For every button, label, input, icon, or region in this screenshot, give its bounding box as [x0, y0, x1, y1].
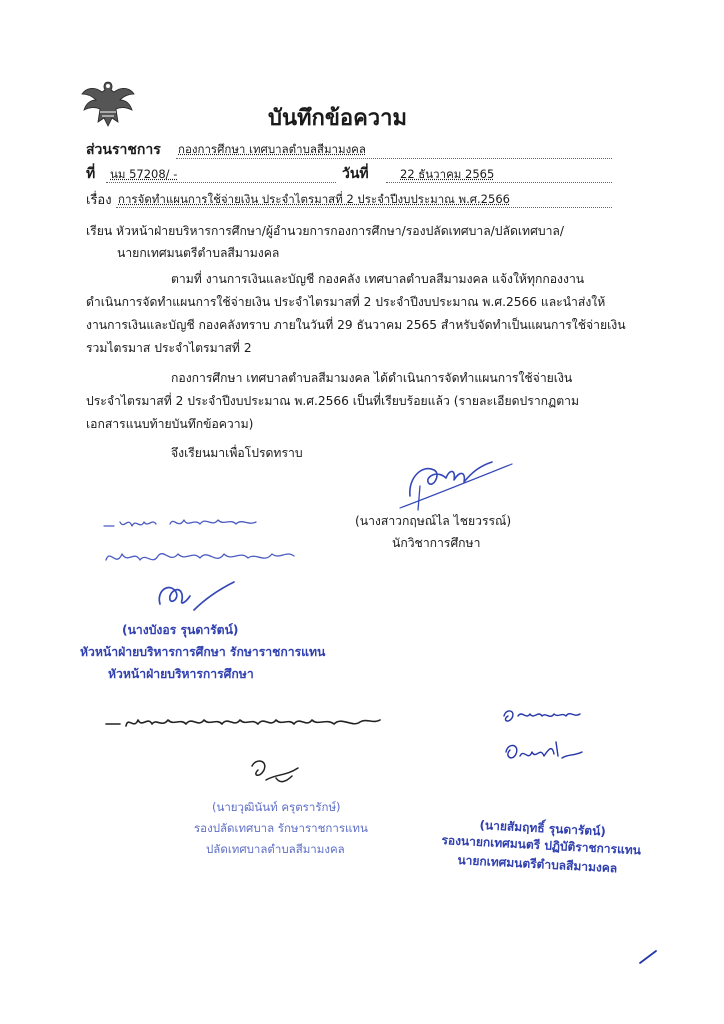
garuda-emblem-icon [80, 78, 136, 128]
subject-label: เรื่อง [86, 193, 112, 208]
para2-line-2: ประจำไตรมาสที่ 2 ประจำปีงบประมาณ พ.ศ.2566 เป็นที่เรียบร้อยแล้ว (รายละเอียดปรากฏตาม [86, 394, 580, 408]
para1-line-4: รวมไตรมาส ประจำไตรมาสที่ 2 [86, 341, 252, 355]
subject-dotline [116, 207, 612, 208]
handwritten-note-1 [100, 508, 310, 580]
memo-title: บันทึกข้อความ [268, 106, 408, 131]
head-name: (นางบังอร รุนดารัตน์) [122, 623, 239, 637]
number-label: ที่ [86, 166, 96, 182]
author-name: (นางสาวกฤษณ์ไล ไชยวรรณ์) [355, 514, 512, 528]
head-signature [150, 576, 240, 616]
mayor-title-2: นายกเทศมนตรีตำบลสีมามงคล [457, 852, 618, 876]
date-label: วันที่ [342, 166, 369, 182]
head-title-2: หัวหน้าฝ่ายบริหารการศึกษา [108, 667, 254, 681]
para1-line-1: ตามที่ งานการเงินและบัญชี กองคลัง เทศบาลตำบลสีมามงคล แจ้งให้ทุกกองงาน [171, 272, 585, 286]
para2-line-3: เอกสารแนบท้ายบันทึกข้อความ) [86, 417, 254, 431]
date-value: 22 ธันวาคม 2565 [400, 167, 495, 181]
mayor-signature [498, 706, 588, 776]
department-dotline [176, 158, 612, 159]
pen-mark [636, 945, 662, 967]
author-title: นักวิชาการศึกษา [392, 536, 481, 550]
subject-value: การจัดทำแผนการใช้จ่ายเงิน ประจำไตรมาสที่ 2 ประจำปีงบประมาณ พ.ศ.2566 [118, 192, 510, 206]
para1-line-2: ดำเนินการจัดทำแผนการใช้จ่ายเงิน ประจำไตรมาสที่ 2 ประจำปีงบประมาณ พ.ศ.2566 และนำส่งให้ [86, 295, 606, 309]
number-value: นม 57208/ - [110, 167, 178, 181]
para1-line-3: งานการเงินและบัญชี กองคลังทราบ ภายในวันที่ 29 ธันวาคม 2565 สำหรับจัดทำเป็นแผนการใช้จ่ายเงิน [86, 318, 626, 332]
department-value: กองการศึกษา เทศบาลตำบลสีมามงคล [178, 142, 366, 156]
head-title-1: หัวหน้าฝ่ายบริหารการศึกษา รักษาราชการแทน [80, 645, 326, 659]
department-label: ส่วนราชการ [86, 142, 161, 158]
closing-text: จึงเรียนมาเพื่อโปรดทราบ [171, 446, 303, 460]
para2-line-1: กองการศึกษา เทศบาลตำบลสีมามงคล ได้ดำเนินการจัดทำแผนการใช้จ่ายเงิน [171, 371, 573, 385]
deputy-title-1: รองปลัดเทศบาล รักษาราชการแทน [194, 821, 368, 835]
recipient-line-2: นายกเทศมนตรีตำบลสีมามงคล [117, 246, 280, 260]
deputy-name: (นายวุฒินันท์ ครุตรารักษ์) [212, 800, 341, 814]
mayor-title-1: รองนายกเทศมนตรี ปฏิบัติราชการแทน [441, 832, 642, 858]
number-dotline [106, 182, 336, 183]
deputy-signature [246, 756, 306, 790]
handwritten-note-2 [104, 708, 384, 736]
author-signature [392, 456, 524, 516]
deputy-title-2: ปลัดเทศบาลตำบลสีมามงคล [206, 842, 345, 856]
date-dotline [386, 182, 612, 183]
recipient-line-1: เรียน หัวหน้าฝ่ายบริหารการศึกษา/ผู้อำนวยการกองการศึกษา/รองปลัดเทศบาล/ปลัดเทศบาล/ [86, 224, 564, 238]
mayor-name: (นายสัมฤทธิ์ รุนดารัตน์) [479, 817, 607, 839]
